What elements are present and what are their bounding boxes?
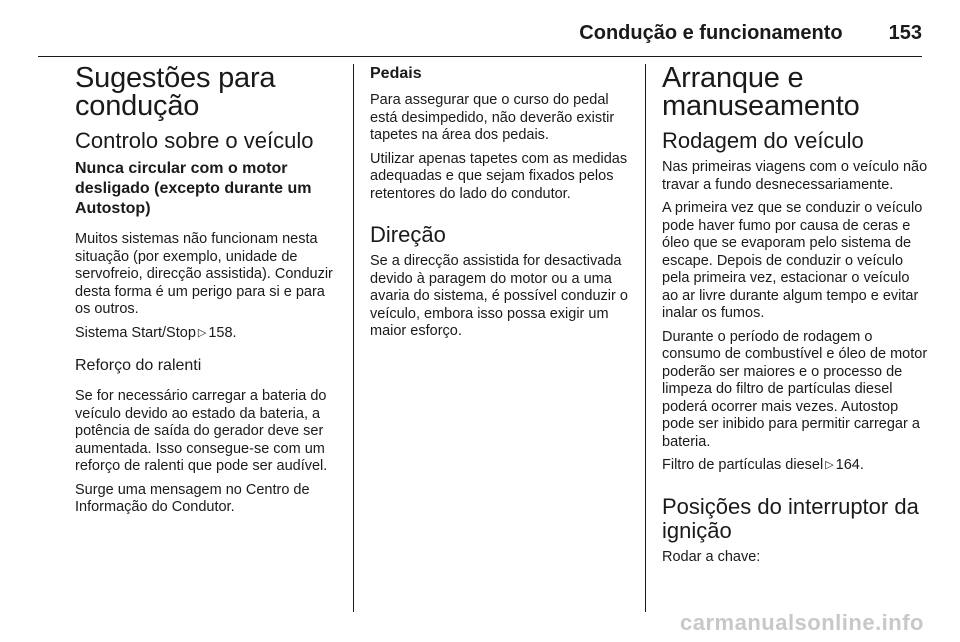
- subsection-steering: Direção: [370, 222, 446, 247]
- paragraph-dic-message: Surge uma mensagem no Centro de Informação do Condutor.: [75, 481, 310, 515]
- running-title: Condução e funcionamento: [579, 22, 843, 44]
- paragraph-power-steering: Se a direcção assistida for desactivada devido à paragem do motor ou a uma avaria do sistema, é possível conduzir o veículo, embora isso possa exigir um maior esforço.: [370, 253, 628, 339]
- paragraph-first-journeys: Nas primeiras viagens com o veículo não travar a fundo desnecessariamente.: [662, 159, 928, 193]
- cross-reference-page: 164.: [835, 457, 864, 473]
- paragraph-smoke-first-drive: A primeira vez que se conduzir o veículo pode haver fumo por causa de ceras e óleo que se evaporam pelo sistema de escape. Depois de conduzir o veículo pela primeira vez, estacionar o veículo ao ar livre durante algum tempo e evitar inalar os fumos.: [662, 200, 923, 321]
- paragraph-battery-charge: Se for necessário carregar a bateria do veículo devido ao estado da bateria, a potência de saída do gerador deve ser aumentada. Isso consegue-se com um reforço de ralenti que pode ser audível.: [75, 388, 328, 474]
- section-title-starting-operating: Arranque e manuseamento: [662, 64, 860, 122]
- subsection-vehicle-control: Controlo sobre o veículo: [75, 128, 314, 153]
- cross-reference-label: Sistema Start/Stop: [75, 324, 196, 341]
- page-reference-arrow-icon: ▷: [197, 326, 207, 339]
- subsection-breaking-in: Rodagem do veículo: [662, 128, 864, 153]
- cross-reference-start-stop[interactable]: [75, 325, 341, 343]
- column-2: [370, 64, 632, 612]
- column-divider-1: [353, 64, 354, 612]
- section-title-driving-tips: Sugestões para condução: [75, 64, 276, 122]
- column-1: [75, 64, 341, 612]
- cross-reference-label: Filtro de partículas diesel: [662, 457, 824, 473]
- cross-reference-page: 158.: [208, 324, 237, 341]
- paragraph-systems: Muitos sistemas não funcionam nesta situação (por exemplo, unidade de servofreio, direcção assistida). Conduzir desta forma é um perigo para si e para os outros.: [75, 231, 333, 317]
- subsection-ignition-positions: Posições do interruptor da ignição: [662, 493, 919, 543]
- watermark: carmanualsonline.info: [680, 610, 924, 635]
- page-number: 153: [888, 22, 922, 44]
- heading-never-coast: Nunca circular com o motor desligado (excepto durante um Autostop): [75, 160, 312, 217]
- heading-pedals: Pedais: [370, 65, 422, 82]
- cross-reference-diesel-filter[interactable]: [662, 457, 928, 475]
- paragraph-floor-mats: Utilizar apenas tapetes com as medidas adequadas e que sejam fixados pelos retentores do lado do condutor.: [370, 150, 628, 202]
- paragraph-pedal-travel: Para assegurar que o curso do pedal está desimpedido, não deverão existir tapetes na área dos pedais.: [370, 92, 615, 143]
- column-divider-2: [645, 64, 646, 612]
- page-reference-arrow-icon: ▷: [825, 459, 834, 471]
- page-header: [38, 22, 922, 57]
- heading-idle-boost: Reforço do ralenti: [75, 357, 202, 374]
- paragraph-running-in-consumption: Durante o período de rodagem o consumo de combustível e óleo de motor poderão ser maiores e o processo de limpeza do filtro de partículas diesel poderá ocorrer mais vezes. Autostop pode ser inibido para permitir carregar a bateria.: [662, 328, 928, 450]
- paragraph-turn-key: Rodar a chave:: [662, 548, 761, 565]
- column-3: [662, 64, 928, 612]
